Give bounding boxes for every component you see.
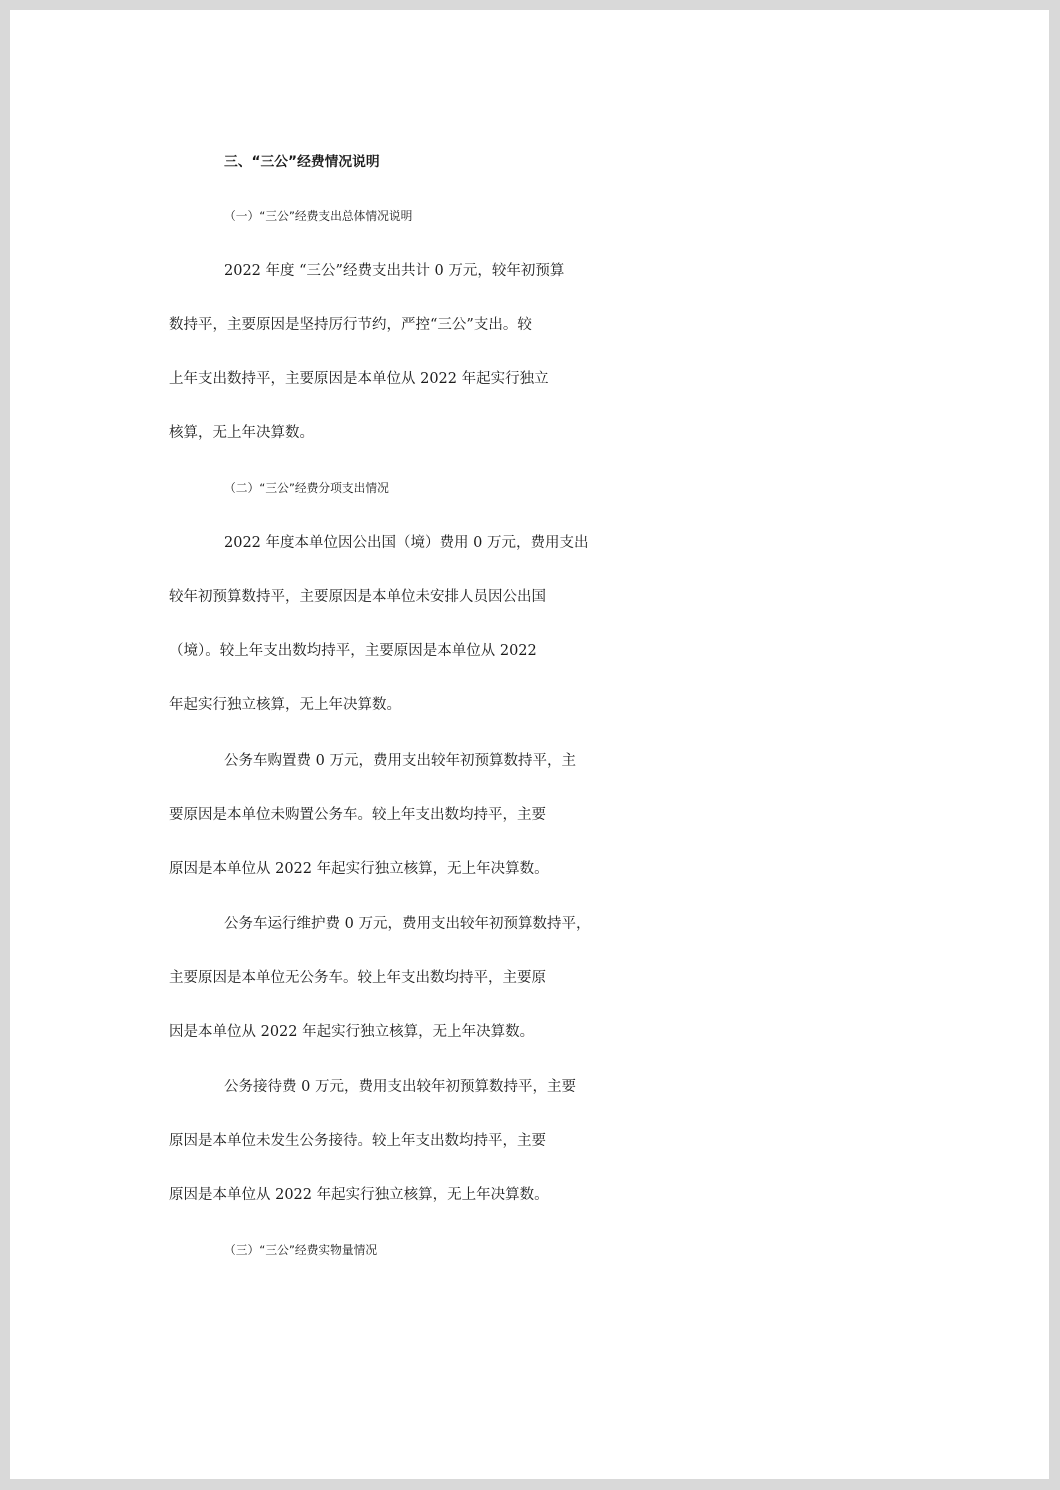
paragraph-line: （境）。较上年支出数均持平，主要原因是本单位从 2022 <box>169 643 537 659</box>
paragraph-line: 较年初预算数持平，主要原因是本单位未安排人员因公出国 <box>169 589 546 605</box>
paragraph-line: 上年支出数持平，主要原因是本单位从 2022 年起实行独立 <box>169 371 549 387</box>
paragraph-line: 要原因是本单位未购置公务车。较上年支出数均持平，主要 <box>169 807 546 823</box>
section-heading: 三、“三公”经费情况说明 <box>224 154 380 170</box>
paragraph-line: 2022 年度本单位因公出国（境）费用 0 万元，费用支出 <box>224 535 589 551</box>
paragraph-line: 核算，无上年决算数。 <box>169 425 314 441</box>
subsection-heading: （三）“三公”经费实物量情况 <box>224 1243 378 1257</box>
subsection-heading: （二）“三公”经费分项支出情况 <box>224 481 389 495</box>
paragraph-line: 公务车运行维护费 0 万元，费用支出较年初预算数持平， <box>224 916 591 932</box>
paragraph-line: 因是本单位从 2022 年起实行独立核算，无上年决算数。 <box>169 1024 535 1040</box>
paragraph-line: 2022 年度 “三公”经费支出共计 0 万元，较年初预算 <box>224 263 565 279</box>
paragraph-line: 原因是本单位未发生公务接待。较上年支出数均持平，主要 <box>169 1133 546 1149</box>
paragraph-line: 年起实行独立核算，无上年决算数。 <box>169 697 401 713</box>
paragraph-line: 数持平，主要原因是坚持厉行节约，严控“三公”支出。较 <box>169 317 532 333</box>
paragraph-line: 原因是本单位从 2022 年起实行独立核算，无上年决算数。 <box>169 1187 549 1203</box>
document-page <box>10 10 1049 1479</box>
paragraph-line: 原因是本单位从 2022 年起实行独立核算，无上年决算数。 <box>169 861 549 877</box>
paragraph-line: 公务车购置费 0 万元，费用支出较年初预算数持平，主 <box>224 753 576 769</box>
paragraph-line: 主要原因是本单位无公务车。较上年支出数均持平，主要原 <box>169 970 546 986</box>
subsection-heading: （一）“三公”经费支出总体情况说明 <box>224 209 413 223</box>
paragraph-line: 公务接待费 0 万元，费用支出较年初预算数持平，主要 <box>224 1079 576 1095</box>
